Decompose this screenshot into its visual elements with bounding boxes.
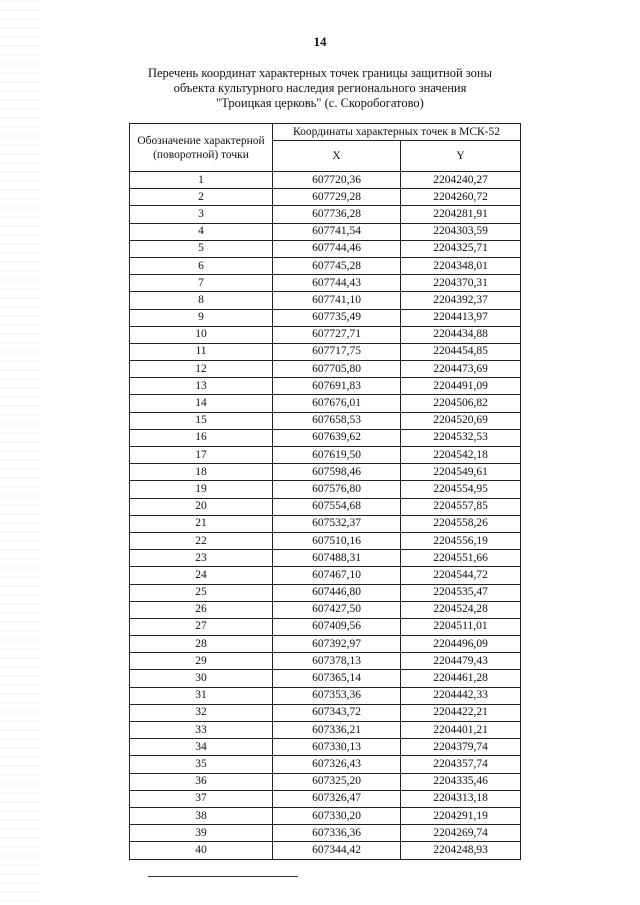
table-body	[130, 172, 521, 860]
cell-x: 607744,43	[273, 275, 401, 292]
cell-y: 2204260,72	[401, 189, 521, 206]
table-row	[130, 670, 521, 687]
cell-y: 2204335,46	[401, 773, 521, 790]
table-row	[130, 447, 521, 464]
table-row	[130, 687, 521, 704]
cell-point-number: 39	[130, 825, 273, 842]
cell-y: 2204454,85	[401, 343, 521, 360]
title-line: Перечень координат характерных точек границы защитной зоны	[147, 66, 493, 80]
cell-y: 2204532,53	[401, 429, 521, 446]
table-row	[130, 309, 521, 326]
cell-y: 2204348,01	[401, 257, 521, 274]
cell-x: 607427,50	[273, 601, 401, 618]
cell-y: 2204422,21	[401, 704, 521, 721]
title-line: объекта культурного наследия регионального значения	[173, 81, 467, 95]
header-x: X	[273, 141, 401, 172]
cell-x: 607409,56	[273, 618, 401, 635]
cell-point-number: 34	[130, 739, 273, 756]
table-row	[130, 292, 521, 309]
cell-point-number: 28	[130, 636, 273, 653]
cell-point-number: 14	[130, 395, 273, 412]
table-row	[130, 773, 521, 790]
cell-x: 607467,10	[273, 567, 401, 584]
cell-x: 607365,14	[273, 670, 401, 687]
cell-x: 607336,21	[273, 722, 401, 739]
table-row	[130, 515, 521, 532]
coordinates-table	[129, 123, 521, 860]
cell-point-number: 23	[130, 550, 273, 567]
cell-x: 607326,43	[273, 756, 401, 773]
table-row	[130, 842, 521, 859]
cell-x: 607741,54	[273, 223, 401, 240]
header-coordinates-group: Координаты характерных точек в МСК-52	[273, 124, 521, 141]
header-designation: Обозначение характерной (поворотной) точки	[130, 124, 273, 172]
cell-y: 2204544,72	[401, 567, 521, 584]
table-row	[130, 567, 521, 584]
cell-y: 2204357,74	[401, 756, 521, 773]
page-number: 14	[313, 34, 327, 49]
table-row	[130, 807, 521, 824]
cell-y: 2204520,69	[401, 412, 521, 429]
cell-point-number: 36	[130, 773, 273, 790]
cell-point-number: 20	[130, 498, 273, 515]
cell-point-number: 15	[130, 412, 273, 429]
cell-y: 2204281,91	[401, 206, 521, 223]
table-row	[130, 481, 521, 498]
table-row	[130, 343, 521, 360]
table-row	[130, 498, 521, 515]
table-row	[130, 412, 521, 429]
table-row	[130, 550, 521, 567]
cell-y: 2204506,82	[401, 395, 521, 412]
cell-x: 607619,50	[273, 447, 401, 464]
cell-y: 2204269,74	[401, 825, 521, 842]
cell-y: 2204557,85	[401, 498, 521, 515]
cell-x: 607326,47	[273, 790, 401, 807]
cell-point-number: 6	[130, 257, 273, 274]
cell-x: 607676,01	[273, 395, 401, 412]
cell-point-number: 33	[130, 722, 273, 739]
cell-x: 607745,28	[273, 257, 401, 274]
table-row	[130, 704, 521, 721]
table-row	[130, 206, 521, 223]
table-row	[130, 189, 521, 206]
table-row	[130, 584, 521, 601]
signature-line	[148, 876, 298, 877]
cell-x: 607598,46	[273, 464, 401, 481]
cell-point-number: 30	[130, 670, 273, 687]
cell-y: 2204496,09	[401, 636, 521, 653]
table-row	[130, 756, 521, 773]
cell-y: 2204303,59	[401, 223, 521, 240]
table-row	[130, 790, 521, 807]
cell-y: 2204558,26	[401, 515, 521, 532]
cell-y: 2204556,19	[401, 532, 521, 549]
cell-y: 2204392,37	[401, 292, 521, 309]
cell-x: 607378,13	[273, 653, 401, 670]
cell-point-number: 17	[130, 447, 273, 464]
cell-x: 607446,80	[273, 584, 401, 601]
cell-x: 607705,80	[273, 361, 401, 378]
cell-x: 607658,53	[273, 412, 401, 429]
cell-x: 607330,20	[273, 807, 401, 824]
cell-y: 2204240,27	[401, 172, 521, 189]
cell-y: 2204473,69	[401, 361, 521, 378]
cell-point-number: 9	[130, 309, 273, 326]
cell-y: 2204479,43	[401, 653, 521, 670]
cell-y: 2204491,09	[401, 378, 521, 395]
cell-y: 2204442,33	[401, 687, 521, 704]
table-row	[130, 653, 521, 670]
cell-point-number: 11	[130, 343, 273, 360]
cell-point-number: 16	[130, 429, 273, 446]
cell-point-number: 25	[130, 584, 273, 601]
cell-x: 607532,37	[273, 515, 401, 532]
cell-point-number: 10	[130, 326, 273, 343]
cell-x: 607510,16	[273, 532, 401, 549]
cell-point-number: 12	[130, 361, 273, 378]
cell-y: 2204401,21	[401, 722, 521, 739]
cell-x: 607325,20	[273, 773, 401, 790]
cell-x: 607727,71	[273, 326, 401, 343]
cell-x: 607741,10	[273, 292, 401, 309]
cell-point-number: 1	[130, 172, 273, 189]
cell-point-number: 24	[130, 567, 273, 584]
cell-x: 607729,28	[273, 189, 401, 206]
cell-point-number: 4	[130, 223, 273, 240]
cell-y: 2204542,18	[401, 447, 521, 464]
cell-point-number: 26	[130, 601, 273, 618]
cell-point-number: 32	[130, 704, 273, 721]
cell-point-number: 35	[130, 756, 273, 773]
cell-point-number: 31	[130, 687, 273, 704]
table-row	[130, 172, 521, 189]
table-row	[130, 636, 521, 653]
table-row	[130, 825, 521, 842]
cell-x: 607392,97	[273, 636, 401, 653]
cell-y: 2204551,66	[401, 550, 521, 567]
cell-y: 2204291,19	[401, 807, 521, 824]
cell-x: 607336,36	[273, 825, 401, 842]
cell-y: 2204554,95	[401, 481, 521, 498]
table-row	[130, 395, 521, 412]
title-line: "Троицкая церковь" (с. Скоробогатово)	[216, 96, 424, 110]
cell-y: 2204313,18	[401, 790, 521, 807]
cell-point-number: 7	[130, 275, 273, 292]
cell-point-number: 40	[130, 842, 273, 859]
table-row	[130, 275, 521, 292]
table-row	[130, 464, 521, 481]
cell-point-number: 3	[130, 206, 273, 223]
cell-x: 607717,75	[273, 343, 401, 360]
document-title	[120, 66, 520, 111]
cell-y: 2204370,31	[401, 275, 521, 292]
cell-y: 2204325,71	[401, 240, 521, 257]
table-row	[130, 240, 521, 257]
cell-y: 2204549,61	[401, 464, 521, 481]
table-row	[130, 326, 521, 343]
table-row	[130, 618, 521, 635]
table-row	[130, 378, 521, 395]
cell-x: 607720,36	[273, 172, 401, 189]
table-row	[130, 739, 521, 756]
cell-y: 2204434,88	[401, 326, 521, 343]
cell-y: 2204511,01	[401, 618, 521, 635]
cell-x: 607353,36	[273, 687, 401, 704]
cell-x: 607576,80	[273, 481, 401, 498]
cell-x: 607736,28	[273, 206, 401, 223]
scan-edge-noise	[0, 0, 40, 905]
cell-point-number: 13	[130, 378, 273, 395]
cell-x: 607639,62	[273, 429, 401, 446]
table-row	[130, 601, 521, 618]
table-row	[130, 722, 521, 739]
cell-y: 2204379,74	[401, 739, 521, 756]
header-y: Y	[401, 141, 521, 172]
cell-point-number: 5	[130, 240, 273, 257]
cell-x: 607488,31	[273, 550, 401, 567]
cell-y: 2204461,28	[401, 670, 521, 687]
cell-x: 607691,83	[273, 378, 401, 395]
table-row	[130, 429, 521, 446]
cell-x: 607735,49	[273, 309, 401, 326]
cell-y: 2204413,97	[401, 309, 521, 326]
cell-y: 2204248,93	[401, 842, 521, 859]
cell-point-number: 8	[130, 292, 273, 309]
table-row	[130, 532, 521, 549]
cell-y: 2204535,47	[401, 584, 521, 601]
cell-x: 607344,42	[273, 842, 401, 859]
cell-point-number: 27	[130, 618, 273, 635]
cell-point-number: 22	[130, 532, 273, 549]
cell-x: 607554,68	[273, 498, 401, 515]
cell-x: 607330,13	[273, 739, 401, 756]
table-row	[130, 257, 521, 274]
cell-point-number: 37	[130, 790, 273, 807]
cell-x: 607744,46	[273, 240, 401, 257]
cell-point-number: 21	[130, 515, 273, 532]
cell-point-number: 38	[130, 807, 273, 824]
cell-point-number: 18	[130, 464, 273, 481]
cell-y: 2204524,28	[401, 601, 521, 618]
cell-point-number: 29	[130, 653, 273, 670]
cell-point-number: 19	[130, 481, 273, 498]
table-row	[130, 361, 521, 378]
cell-x: 607343,72	[273, 704, 401, 721]
cell-point-number: 2	[130, 189, 273, 206]
table-row	[130, 223, 521, 240]
